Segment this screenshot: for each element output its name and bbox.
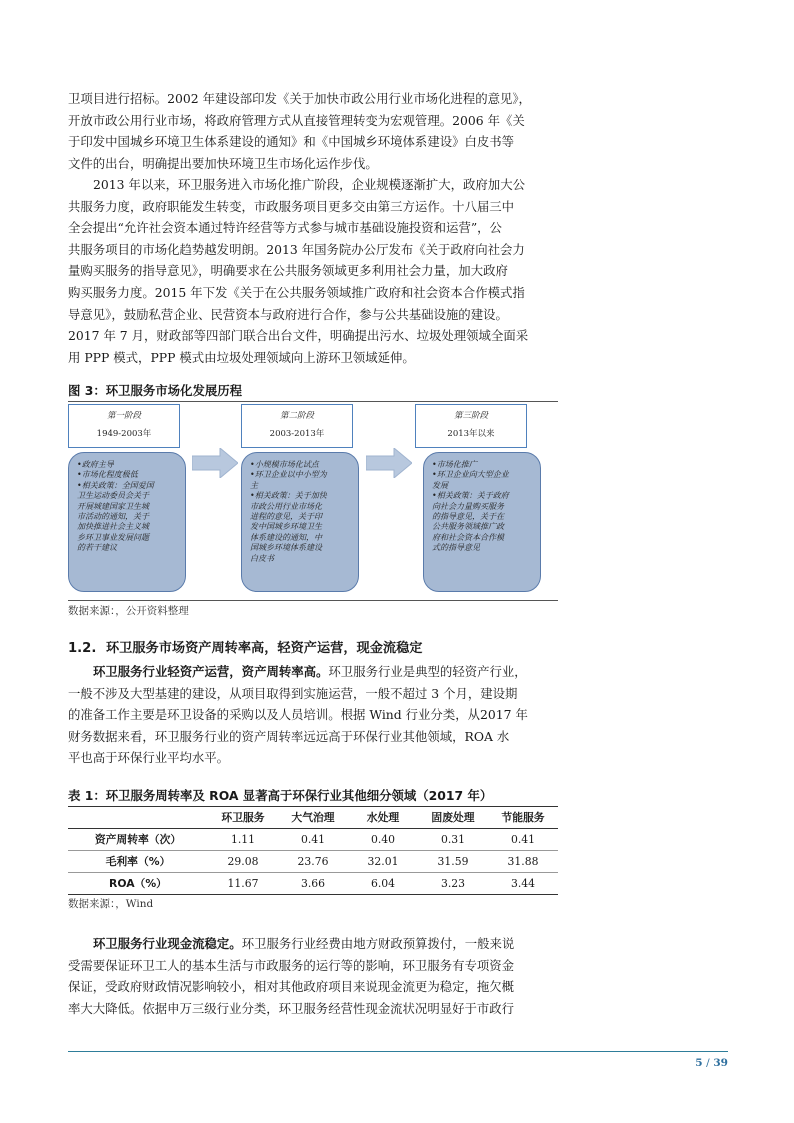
arrow-right-icon xyxy=(192,448,238,478)
figure-source: 数据来源：，公开资料整理 xyxy=(68,605,189,617)
stage-2-header xyxy=(241,404,353,448)
text-segment: 环卫服务行业经费由地方财政预算拨付，一般来说 xyxy=(241,936,515,951)
stage-2-line: •小规模市场化试点 xyxy=(250,460,319,469)
stage-1-line: •相关政策：全国爱国 xyxy=(77,480,154,490)
stage-1-line: 乡环卫事业发展问题 xyxy=(77,532,149,542)
text-line: 的准备工作主要是环卫设备的采购以及人员培训。根据 Wind 行业分类，从2017 年 xyxy=(68,707,528,723)
table-cell: 3.23 xyxy=(440,877,466,890)
stage-3-line: •市场化推广 xyxy=(432,460,477,469)
figure-top-rule xyxy=(68,401,558,402)
stage-3-header xyxy=(415,404,527,448)
table-cell: 0.41 xyxy=(300,833,326,846)
table-cell: 23.76 xyxy=(297,855,329,868)
table-cell: 31.88 xyxy=(507,855,539,868)
paragraph-3 xyxy=(68,661,574,769)
current-page: 5 xyxy=(695,1057,703,1069)
page-separator: / xyxy=(706,1057,710,1069)
text-line: 量购买服务的指导意见》，明确要求在公共服务领域更多利用社会力量，加大政府 xyxy=(68,263,508,279)
text-line: 于印发中国城乡环境卫生体系建设的通知》和《中国城乡环境体系建设》白皮书等 xyxy=(68,134,515,150)
stage-2-line: 白皮书 xyxy=(250,553,274,563)
paragraph-4 xyxy=(68,933,574,1019)
stage-2-line: 市政公用行业市场化 xyxy=(250,501,322,511)
stage-1-header xyxy=(68,404,180,448)
figure-bottom-rule xyxy=(68,600,558,601)
stage-3-line: •相关政策：关于政府 xyxy=(432,491,509,501)
text-line: 2013 年以来，环卫服务进入市场化推广阶段，企业规模逐渐扩大，政府加大公 xyxy=(93,177,525,192)
stage-1-line: •政府主导 xyxy=(77,460,114,469)
stage-1-line: •市场化程度极低 xyxy=(77,470,138,480)
text-line xyxy=(68,933,574,955)
table-header-cell: 大气治理 xyxy=(291,811,335,824)
stage-2-line: •相关政策：关于加快 xyxy=(250,491,327,501)
stage-3-line: 式的指导意见 xyxy=(432,543,480,553)
text-line: 共服务项目的市场化趋势越发明朗。2013 年国务院办公厅发布《关于政府向社会力 xyxy=(68,241,525,257)
stage-3-line: 发展 xyxy=(432,480,448,490)
figure-title: 图 3：环卫服务市场化发展历程 xyxy=(68,383,243,398)
table-cell: 3.66 xyxy=(300,877,326,890)
paragraph-1 xyxy=(68,88,574,174)
stage-2-line: 进程的意见，关于印 xyxy=(250,512,322,522)
market-history-diagram xyxy=(68,404,558,598)
stage-1-period: 1949-2003年 xyxy=(96,429,152,439)
stage-3-card xyxy=(423,452,541,592)
text-line: 一般不涉及大型基建的建设，从项目取得到实施运营，一般不超过 3 个月，建设期 xyxy=(68,685,518,701)
stage-3-line: 公共服务领域推广政 xyxy=(432,522,504,532)
stage-1-line: 的若干建议 xyxy=(77,543,117,553)
table-cell: 0.40 xyxy=(370,833,396,846)
text-line: 2017 年 7 月，财政部等四部门联合出台文件，明确提出污水、垃圾处理领域全面采 xyxy=(68,328,529,344)
table-row xyxy=(68,873,558,895)
section-heading xyxy=(68,637,423,656)
lead-text: 环卫服务行业轻资产运营，资产周转率高。 xyxy=(93,664,329,679)
table-cell: 0.41 xyxy=(510,833,536,846)
stage-2-period: 2003-2013年 xyxy=(269,429,325,439)
text-segment: 环卫服务行业是典型的轻资产行业， xyxy=(328,664,527,679)
table-cell: 1.11 xyxy=(230,833,256,846)
text-line: 财务数据来看，环卫服务行业的资产周转率远远高于环保行业其他领域，ROA 水 xyxy=(68,728,510,744)
text-line: 用 PPP 模式，PPP 模式由垃圾处理领域向上游环卫领域延伸。 xyxy=(68,349,415,365)
stage-2-line: 体系建设的通知，中 xyxy=(250,532,322,542)
section-number: 1.2. xyxy=(68,641,97,656)
stage-2-title: 第二阶段 xyxy=(279,411,314,421)
row-label: 资产周转率（次） xyxy=(94,833,182,846)
row-label: ROA（%） xyxy=(109,877,167,890)
stage-2-line: 主 xyxy=(250,480,258,490)
text-line: 受需要保证环卫工人的基本生活与市政服务的运行等的影响，环卫服务有专项资金 xyxy=(68,957,515,973)
table-cell: 32.01 xyxy=(367,855,399,868)
table-header-row xyxy=(68,807,558,829)
text-line: 全会提出“允许社会资本通过特许经营等方式参与城市基础设施投资和运营”，公 xyxy=(68,220,502,236)
stage-1-line: 加快推进社会主义城 xyxy=(77,522,149,532)
table-title: 表 1：环卫服务周转率及 ROA 显著高于环保行业其他细分领域（2017 年） xyxy=(68,788,493,803)
text-line: 平也高于环保行业平均水平。 xyxy=(68,750,230,766)
table-header-cell: 节能服务 xyxy=(501,811,545,824)
table-cell: 6.04 xyxy=(370,877,396,890)
table-row xyxy=(68,829,558,851)
stage-1-card xyxy=(68,452,186,592)
total-pages: 39 xyxy=(713,1057,728,1069)
text-line: 开放市政公用行业市场，将政府管理方式从直接管理转变为宏观管理。2006 年《关 xyxy=(68,112,525,128)
text-line: 率大大降低。依据申万三级行业分类，环卫服务经营性现金流状况明显好于市政行 xyxy=(68,1000,515,1016)
lead-text: 环卫服务行业现金流稳定。 xyxy=(93,936,242,951)
table-source: 数据来源：，Wind xyxy=(68,898,154,910)
text-line: 保证，受政府财政情况影响较小，相对其他政府项目来说现金流更为稳定，拖欠概 xyxy=(68,979,515,995)
table-cell: 31.59 xyxy=(437,855,469,868)
arrow-right-icon xyxy=(366,448,412,478)
table-row xyxy=(68,851,558,873)
stage-2-line: 发中国城乡环境卫生 xyxy=(250,522,322,532)
stage-3-line: •环卫企业向大型企业 xyxy=(432,470,509,480)
stage-3-period: 2013年以来 xyxy=(447,429,495,439)
stage-2-line: 国城乡环境体系建设 xyxy=(250,543,322,553)
table-header-cell: 水处理 xyxy=(366,811,400,824)
text-line: 共服务力度，政府职能发生转变，市政服务项目更多交由第三方运作。十八届三中 xyxy=(68,198,515,214)
stage-1-line: 卫生运动委员会关于 xyxy=(77,491,149,501)
table-header-cell xyxy=(68,807,208,829)
stage-1-line: 市活动的通知，关于 xyxy=(77,512,149,522)
stage-1-title: 第一阶段 xyxy=(106,411,141,421)
table-cell: 29.08 xyxy=(227,855,259,868)
table-header-cell: 固废处理 xyxy=(431,811,475,824)
section-title: 环卫服务市场资产周转率高，轻资产运营，现金流稳定 xyxy=(106,641,423,656)
stage-1-line: 开展城建国家卫生城 xyxy=(77,501,149,511)
table-header-cell: 环卫服务 xyxy=(221,811,265,824)
stage-2-line: •环卫企业以中小型为 xyxy=(250,470,327,480)
text-line: 购买服务力度。2015 年下发《关于在公共服务领域推广政府和社会资本合作模式指 xyxy=(68,284,525,300)
stage-3-line: 的指导意见，关于在 xyxy=(432,512,504,522)
stage-3-title: 第三阶段 xyxy=(453,411,488,421)
table-cell: 0.31 xyxy=(440,833,466,846)
text-line xyxy=(68,661,574,683)
row-label: 毛利率（%） xyxy=(105,855,171,868)
stage-3-line: 府和社会资本合作模 xyxy=(432,532,504,542)
page-number xyxy=(695,1057,728,1069)
stage-2-card xyxy=(241,452,359,592)
footer-rule xyxy=(68,1051,728,1052)
data-table xyxy=(68,806,558,895)
text-line: 导意见》，鼓励私营企业、民营资本与政府进行合作，参与公共基础设施的建设。 xyxy=(68,306,508,322)
paragraph-2 xyxy=(68,174,574,368)
text-line: 文件的出台，明确提出要加快环境卫生市场化运作步伐。 xyxy=(68,155,378,171)
text-line: 卫项目进行招标。2002 年建设部印发《关于加快市政公用行业市场化进程的意见》， xyxy=(68,91,531,106)
table-cell: 11.67 xyxy=(227,877,259,890)
table-cell: 3.44 xyxy=(510,877,536,890)
stage-3-line: 向社会力量购买服务 xyxy=(432,501,504,511)
